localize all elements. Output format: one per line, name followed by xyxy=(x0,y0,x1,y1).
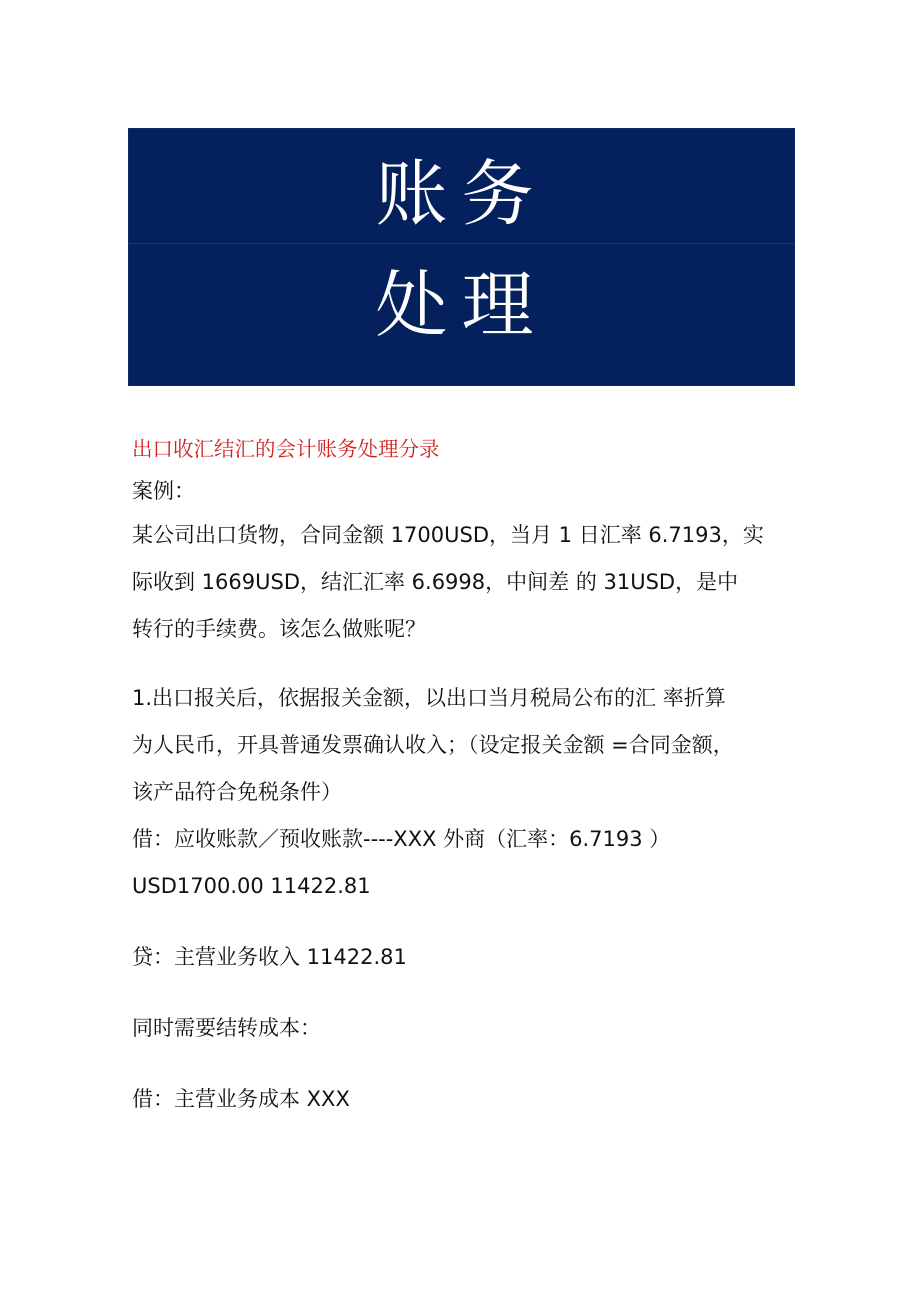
banner-title-line-1: 账务 xyxy=(375,152,548,236)
cost-intro: 同时需要结转成本： xyxy=(132,1016,321,1040)
banner-title-line-2: 处理 xyxy=(375,263,548,347)
debit-entry-amount: USD1700.00 11422.81 xyxy=(132,874,371,898)
step1-line-1: 1.出口报关后，依据报关金额，以出口当月税局公布的汇 率折算 xyxy=(132,686,726,710)
step1-line-2: 为人民币，开具普通发票确认收入；（设定报关金额 =合同金额， xyxy=(132,733,734,757)
article-heading: 出口收汇结汇的会计账务处理分录 xyxy=(132,437,440,461)
case-line-2: 际收到 1669USD，结汇汇率 6.6998，中间差 的 31USD，是中 xyxy=(132,570,739,594)
title-banner xyxy=(128,128,795,386)
banner-divider xyxy=(128,243,795,244)
case-line-3: 转行的手续费。该怎么做账呢？ xyxy=(132,617,426,641)
credit-entry-line: 贷：主营业务收入 11422.81 xyxy=(132,945,407,969)
case-line-1: 某公司出口货物，合同金额 1700USD，当月 1 日汇率 6.7193，实 xyxy=(132,523,764,547)
debit-entry-line: 借：应收账款／预收账款----XXX 外商（汇率：6.7193 ） xyxy=(132,827,671,851)
step1-line-3: 该产品符合免税条件） xyxy=(132,780,342,804)
case-label: 案例： xyxy=(132,479,195,503)
article-body xyxy=(132,430,800,1123)
cost-debit-line: 借：主营业务成本 XXX xyxy=(132,1087,350,1111)
